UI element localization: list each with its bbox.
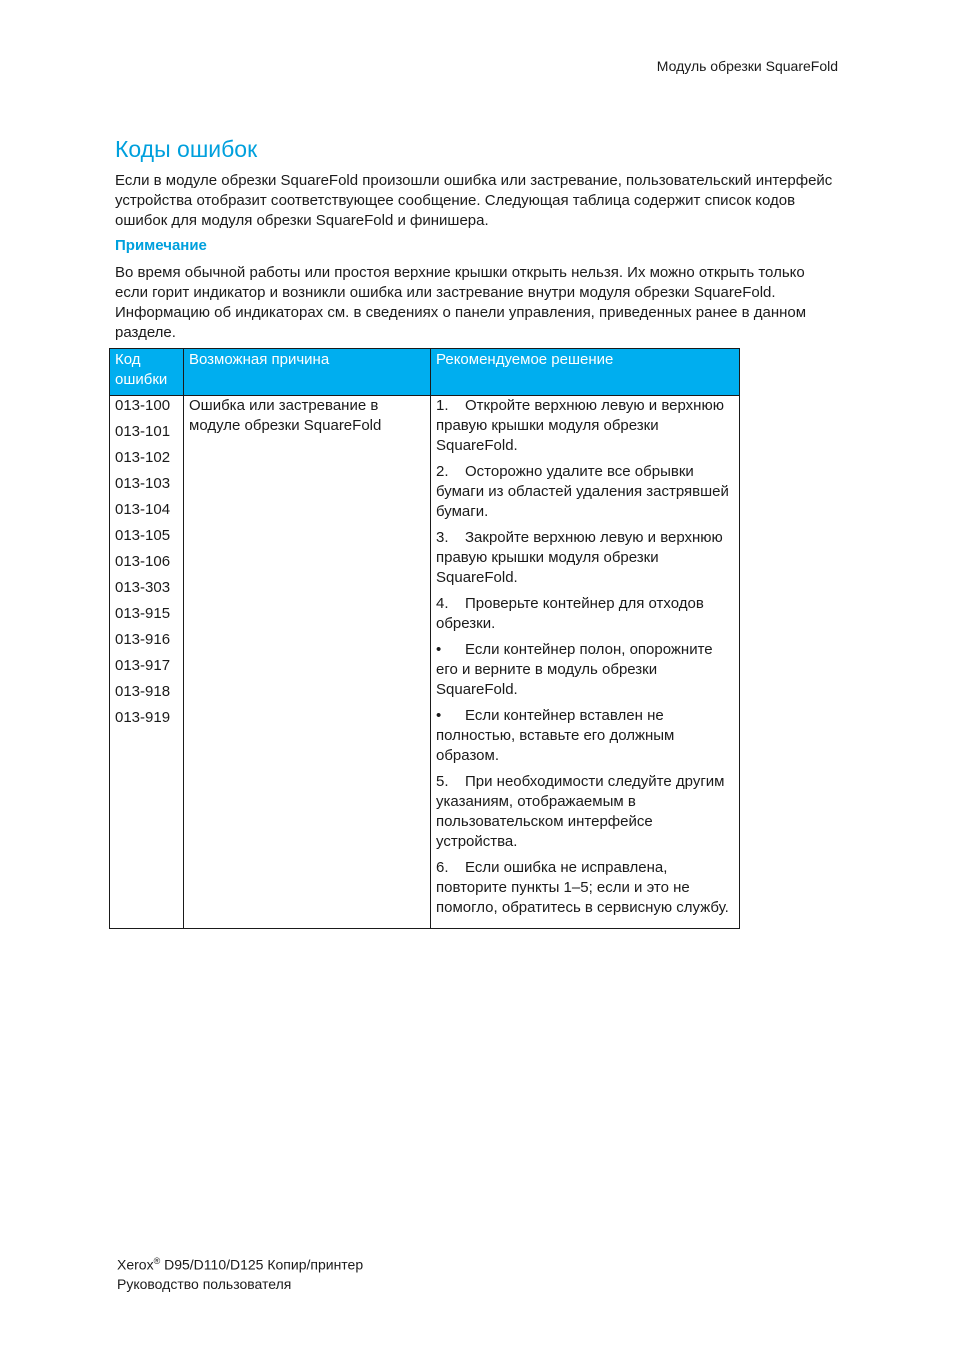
step-marker: 2.	[436, 463, 449, 480]
error-code-cell	[110, 396, 184, 929]
header-cause: Возможная причина	[184, 349, 431, 396]
solution-step	[436, 594, 734, 634]
solution-step	[436, 528, 734, 588]
footer-product-line	[117, 1252, 363, 1275]
error-codes-table	[109, 348, 740, 929]
bullet-marker: •	[436, 641, 442, 658]
step-marker: 6.	[436, 859, 449, 876]
cause-text: Ошибка или застревание в модуле обрезки SquareFold	[189, 397, 382, 434]
error-code: 013-916	[115, 631, 171, 648]
solution-step	[436, 858, 734, 918]
cause-cell	[184, 396, 431, 929]
table-header-row	[110, 349, 740, 396]
error-code: 013-918	[115, 683, 171, 700]
solution-bullet	[436, 706, 734, 766]
footer-product: D95/D110/D125 Копир/принтер	[160, 1256, 364, 1273]
step-marker: 4.	[436, 595, 449, 612]
error-code: 013-103	[115, 475, 171, 492]
step-marker: 5.	[436, 773, 449, 790]
error-code: 013-106	[115, 553, 171, 570]
step-text: Откройте верхнюю левую и верхнюю правую крышки модуля обрезки SquareFold.	[436, 397, 724, 454]
error-code: 013-101	[115, 423, 171, 440]
step-text: Если контейнер полон, опорожните его и верните в модуль обрезки SquareFold.	[436, 641, 713, 698]
page-title: Коды ошибок	[115, 136, 258, 162]
running-header: Модуль обрезки SquareFold	[656, 58, 838, 74]
bullet-marker: •	[436, 707, 442, 724]
solution-step	[436, 772, 734, 852]
solution-cell	[431, 396, 740, 929]
note-title: Примечание	[115, 237, 207, 254]
solution-step	[436, 396, 734, 456]
error-code: 013-105	[115, 527, 171, 544]
registered-mark: ®	[153, 1256, 161, 1266]
table-row	[110, 396, 740, 929]
step-text: Если ошибка не исправлена, повторите пункты 1–5; если и это не помогло, обратитесь в сервисную службу.	[436, 859, 729, 916]
error-code: 013-102	[115, 449, 171, 466]
note-text: Во время обычной работы или простоя верхние крышки открыть нельзя. Их можно открыть только если горит индикатор и возникли ошибка или застревание внутри модуля обрезки SquareFold. Информацию об индикаторах см. в сведениях о панели управления, приведенных ранее в данном разделе.	[115, 264, 807, 341]
step-text: Осторожно удалите все обрывки бумаги из областей удаления застрявшей бумаги.	[436, 463, 729, 520]
step-text: При необходимости следуйте другим указаниям, отображаемым в пользовательском интерфейсе устройства.	[436, 773, 725, 850]
error-code: 013-104	[115, 501, 171, 518]
intro-paragraph: Если в модуле обрезки SquareFold произошли ошибка или застревание, пользовательский интерфейс устройства отобразит соответствующее сообщение. Следующая таблица содержит список кодов ошибок для модуля обрезки SquareFold и финишера.	[115, 172, 833, 229]
step-marker: 1.	[436, 397, 449, 414]
footer-brand: Xerox	[117, 1256, 154, 1273]
step-text: Закройте верхнюю левую и верхнюю правую крышки модуля обрезки SquareFold.	[436, 529, 723, 586]
error-code: 013-303	[115, 579, 171, 596]
page-footer	[117, 1252, 363, 1294]
error-code: 013-917	[115, 657, 171, 674]
footer-doc-title: Руководство пользователя	[117, 1275, 292, 1292]
header-solution: Рекомендуемое решение	[431, 349, 740, 396]
error-code: 013-100	[115, 397, 171, 414]
error-code: 013-915	[115, 605, 171, 622]
error-code: 013-919	[115, 709, 171, 726]
header-code: Код ошибки	[110, 349, 184, 396]
step-marker: 3.	[436, 529, 449, 546]
step-text: Если контейнер вставлен не полностью, вставьте его должным образом.	[436, 707, 675, 764]
solution-bullet	[436, 640, 734, 700]
step-text: Проверьте контейнер для отходов обрезки.	[436, 595, 704, 632]
solution-step	[436, 462, 734, 522]
